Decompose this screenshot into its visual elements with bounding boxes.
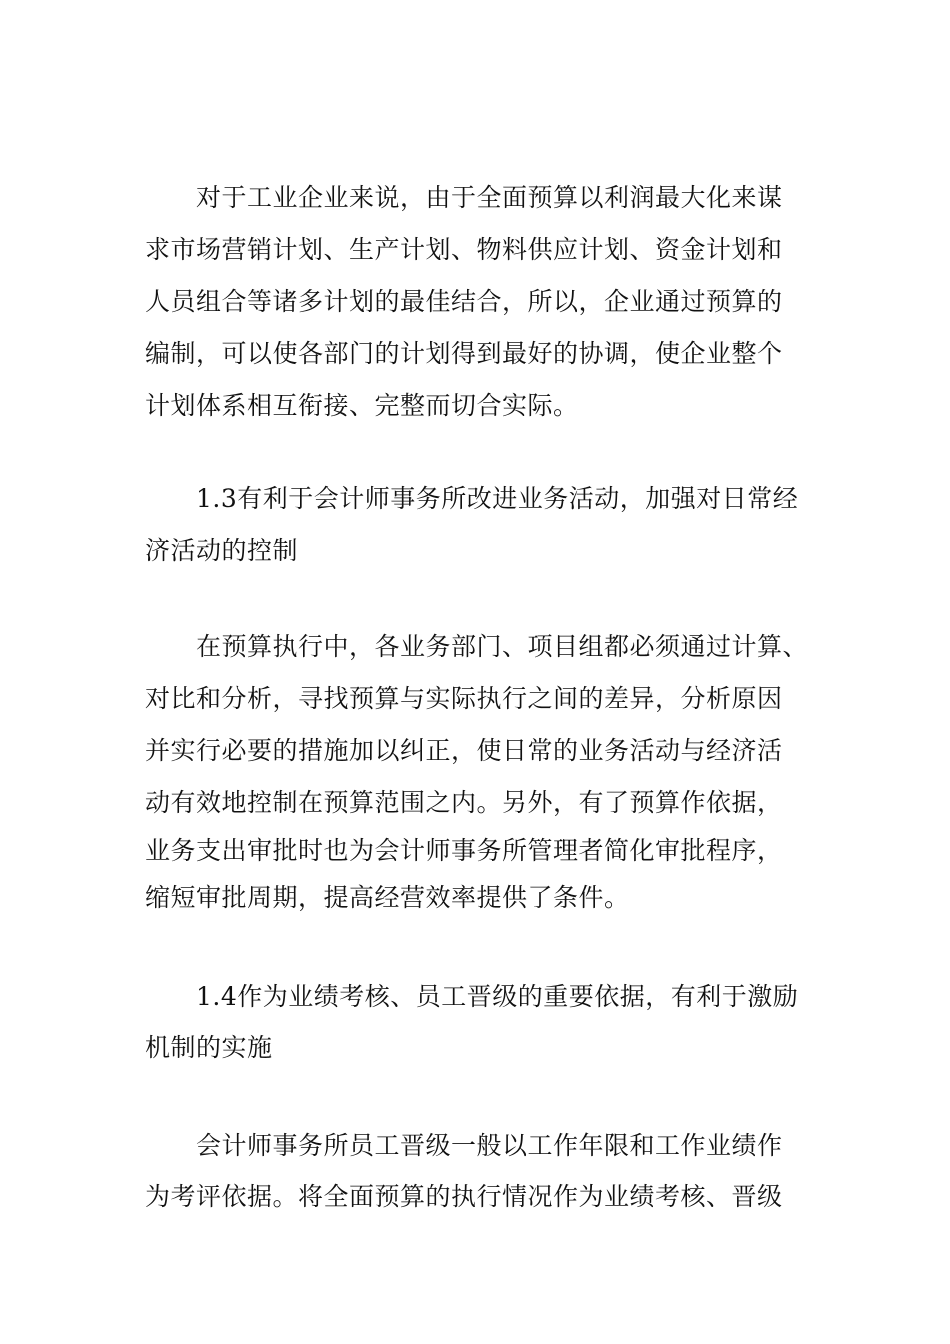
- section-heading-1-3-line-2: 济活动的控制: [145, 536, 299, 565]
- paragraph-2-line-3: 并实行必要的措施加以纠正，使日常的业务活动与经济活: [145, 736, 783, 765]
- paragraph-2-line-2: 对比和分析，寻找预算与实际执行之间的差异，分析原因: [145, 684, 783, 713]
- paragraph-2-line-4: 动有效地控制在预算范围之内。另外，有了预算作依据，: [145, 788, 783, 817]
- paragraph-2-line-6: 缩短审批周期，提高经营效率提供了条件。: [145, 883, 630, 912]
- paragraph-1-line-2: 求市场营销计划、生产计划、物料供应计划、资金计划和: [145, 235, 783, 264]
- paragraph-3-line-1: 会计师事务所员工晋级一般以工作年限和工作业绩作: [196, 1131, 783, 1160]
- paragraph-1-line-5: 计划体系相互衔接、完整而切合实际。: [145, 391, 579, 420]
- paragraph-1-line-3: 人员组合等诸多计划的最佳结合，所以，企业通过预算的: [145, 287, 783, 316]
- paragraph-1-line-4: 编制，可以使各部门的计划得到最好的协调，使企业整个: [145, 339, 783, 368]
- section-heading-1-4-line-1: 1.4作为业绩考核、员工晋级的重要依据，有利于激励: [196, 982, 799, 1011]
- section-heading-1-3-line-1: 1.3有利于会计师事务所改进业务活动，加强对日常经: [196, 484, 799, 513]
- paragraph-3-line-2: 为考评依据。将全面预算的执行情况作为业绩考核、晋级: [145, 1182, 783, 1211]
- paragraph-2-line-5: 业务支出审批时也为会计师事务所管理者简化审批程序，: [145, 836, 783, 865]
- section-heading-1-4-line-2: 机制的实施: [145, 1033, 273, 1062]
- paragraph-2-line-1: 在预算执行中，各业务部门、项目组都必须通过计算、: [196, 632, 809, 661]
- paragraph-1-line-1: 对于工业企业来说，由于全面预算以利润最大化来谋: [196, 183, 783, 212]
